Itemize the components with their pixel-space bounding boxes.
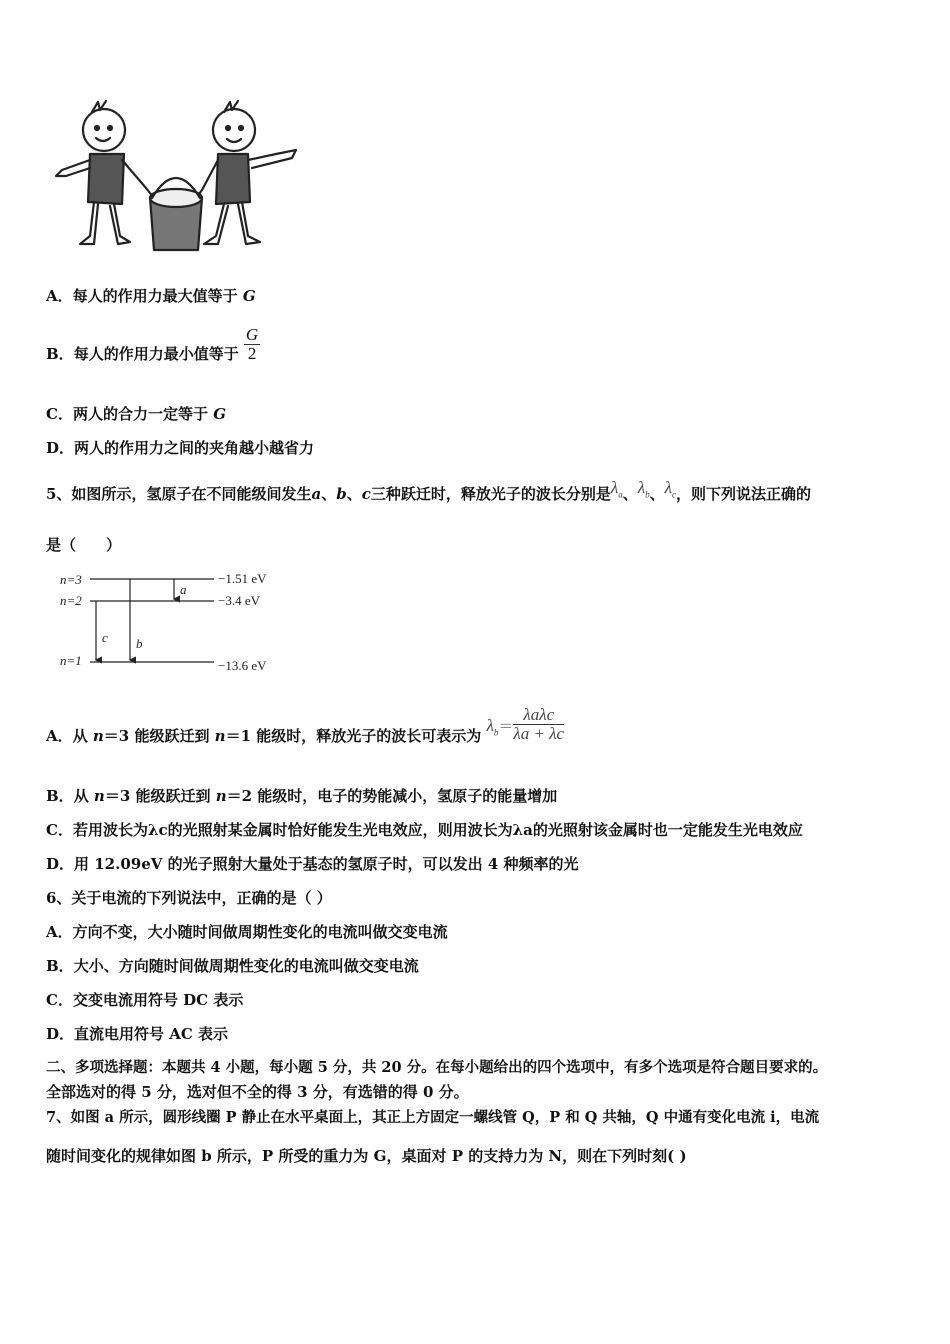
option-label: C． xyxy=(46,821,73,839)
option-label: C． xyxy=(46,405,73,423)
quantum-number-n: n xyxy=(215,787,227,805)
lambda-subscript: a xyxy=(618,489,623,500)
q6-option-c xyxy=(46,990,243,1010)
q5-option-c xyxy=(46,820,803,840)
gravity-symbol: G xyxy=(213,405,226,423)
lambda-subscript: b xyxy=(645,489,650,500)
option-label: A． xyxy=(46,923,73,941)
fraction-denominator: 2 xyxy=(247,343,257,363)
formula-lhs xyxy=(486,716,499,738)
option-text: 方向不变，大小随时间做周期性变化的电流叫做交变电流 xyxy=(72,923,448,941)
q5-option-d xyxy=(46,854,579,874)
option-label: D． xyxy=(46,855,75,873)
q5-stem-line1 xyxy=(46,478,812,510)
option-text: 直流电用符号 AC 表示 xyxy=(74,1025,229,1043)
label-n3: n=3 xyxy=(60,572,82,587)
stem-text: ，则下列说法正确的 xyxy=(676,485,812,503)
q6-option-a xyxy=(46,922,448,942)
q4-option-c xyxy=(46,404,226,424)
quantum-number-n: n xyxy=(92,727,104,745)
option-text: 若用波长为λc的光照射某金属时恰好能发生光电效应，则用波长为λa的光照射该金属时也一定能发生光电效应 xyxy=(72,821,803,839)
option-text: 从 xyxy=(73,787,94,805)
stem-text: 是（ ） xyxy=(46,536,122,554)
energy-n3: −1.51 eV xyxy=(218,571,267,586)
q4-option-d xyxy=(46,438,314,458)
option-text: 大小、方向随时间做周期性变化的电流叫做交变电流 xyxy=(73,957,419,975)
q7-stem-line2 xyxy=(46,1146,687,1166)
two-people-carrying-bucket-figure xyxy=(52,98,302,260)
fraction-numerator: G xyxy=(245,324,259,344)
option-label: A． xyxy=(46,287,73,305)
fraction-g-over-2 xyxy=(244,326,260,363)
energy-level-diagram xyxy=(56,568,296,676)
wavelength-fraction xyxy=(513,706,564,743)
option-label: C． xyxy=(46,991,73,1009)
q6-option-b xyxy=(46,956,419,976)
q5-option-b xyxy=(46,786,557,806)
section-text: 全部选对的得 5 分，选对但不全的得 3 分，有选错的得 0 分。 xyxy=(46,1083,469,1101)
energy-n1: −13.6 eV xyxy=(218,658,267,673)
transition-a: a xyxy=(311,485,322,503)
lambda-symbol: λ xyxy=(664,478,673,497)
label-n2: n=2 xyxy=(60,593,82,608)
quantum-number-n: n xyxy=(214,727,226,745)
option-text: 每人的作用力最大值等于 xyxy=(72,287,243,305)
option-label: A． xyxy=(46,727,73,745)
section2-heading-line2 xyxy=(46,1082,469,1102)
stem-text: 随时间变化的规律如图 b 所示，P 所受的重力为 G，桌面对 P 的支持力为 N，则在下列时刻( ) xyxy=(46,1147,687,1165)
section2-heading-line1 xyxy=(46,1058,827,1078)
option-text: 每人的作用力最小值等于 xyxy=(73,345,244,363)
option-label: B． xyxy=(46,787,74,805)
option-text: 两人的作用力之间的夹角越小越省力 xyxy=(74,439,315,457)
lambda-c xyxy=(664,478,677,500)
separator: 、 xyxy=(622,485,638,503)
lambda-subscript: c xyxy=(672,489,677,500)
lambda-subscript: b xyxy=(493,727,499,738)
separator: 、 xyxy=(321,485,337,503)
option-label: B． xyxy=(46,345,74,363)
arrow-label-c: c xyxy=(102,630,108,645)
lambda-b xyxy=(637,478,650,500)
stem-text: 5、如图所示，氢原子在不同能级间发生 xyxy=(46,485,312,503)
equals-sign: ＝ xyxy=(498,719,514,735)
q4-option-b xyxy=(46,324,260,364)
option-text: ＝2 能级时，电子的势能减小，氢原子的能量增加 xyxy=(226,787,558,805)
q6-stem xyxy=(46,888,332,908)
fraction-numerator: λaλc xyxy=(513,706,564,725)
arrow-label-a: a xyxy=(180,582,187,597)
separator: 、 xyxy=(649,485,665,503)
transition-c: c xyxy=(361,485,371,503)
stem-text: 7、如图 a 所示，圆形线圈 P 静止在水平桌面上，其正上方固定一螺线管 Q，P 和 Q 共轴，Q 中通有变化电流 i，电流 xyxy=(46,1109,820,1126)
arrow-label-b: b xyxy=(136,636,143,651)
q6-option-d xyxy=(46,1024,228,1044)
option-text: 交变电流用符号 DC 表示 xyxy=(72,991,244,1009)
q7-stem-line1 xyxy=(46,1108,819,1128)
quantum-number-n: n xyxy=(93,787,105,805)
option-text: 两人的合力一定等于 xyxy=(72,405,214,423)
option-text: ＝1 能级时，释放光子的波长可表示为 xyxy=(225,727,487,745)
option-text: ＝3 能级跃迁到 xyxy=(103,727,215,745)
lambda-a xyxy=(610,478,623,500)
label-n1: n=1 xyxy=(60,653,82,668)
stem-text: 三种跃迁时，释放光子的波长分别是 xyxy=(370,485,611,503)
q5-option-a xyxy=(46,704,565,752)
option-text: ＝3 能级跃迁到 xyxy=(104,787,216,805)
separator: 、 xyxy=(346,485,362,503)
option-text: 从 xyxy=(72,727,93,745)
option-text: 用 12.09eV 的光子照射大量处于基态的氢原子时，可以发出 4 种频率的光 xyxy=(74,855,579,873)
gravity-symbol: G xyxy=(242,287,256,305)
option-label: D． xyxy=(46,1025,75,1043)
section-text: 二、多项选择题：本题共 4 小题，每小题 5 分，共 20 分。在每小题给出的四个选项中，有多个选项是符合题目要求的。 xyxy=(46,1059,828,1076)
q5-stem-line2 xyxy=(46,535,121,555)
transition-b: b xyxy=(336,485,347,503)
option-label: D． xyxy=(46,439,75,457)
stem-text: 6、关于电流的下列说法中，正确的是（ ） xyxy=(46,889,332,907)
option-label: B． xyxy=(46,957,74,975)
lambda-symbol: λ xyxy=(610,478,619,497)
fraction-denominator: λa + λc xyxy=(513,723,565,743)
lambda-symbol: λ xyxy=(637,478,646,497)
lambda-symbol: λ xyxy=(486,716,494,735)
q4-option-a xyxy=(46,286,256,306)
energy-n2: −3.4 eV xyxy=(218,593,260,608)
